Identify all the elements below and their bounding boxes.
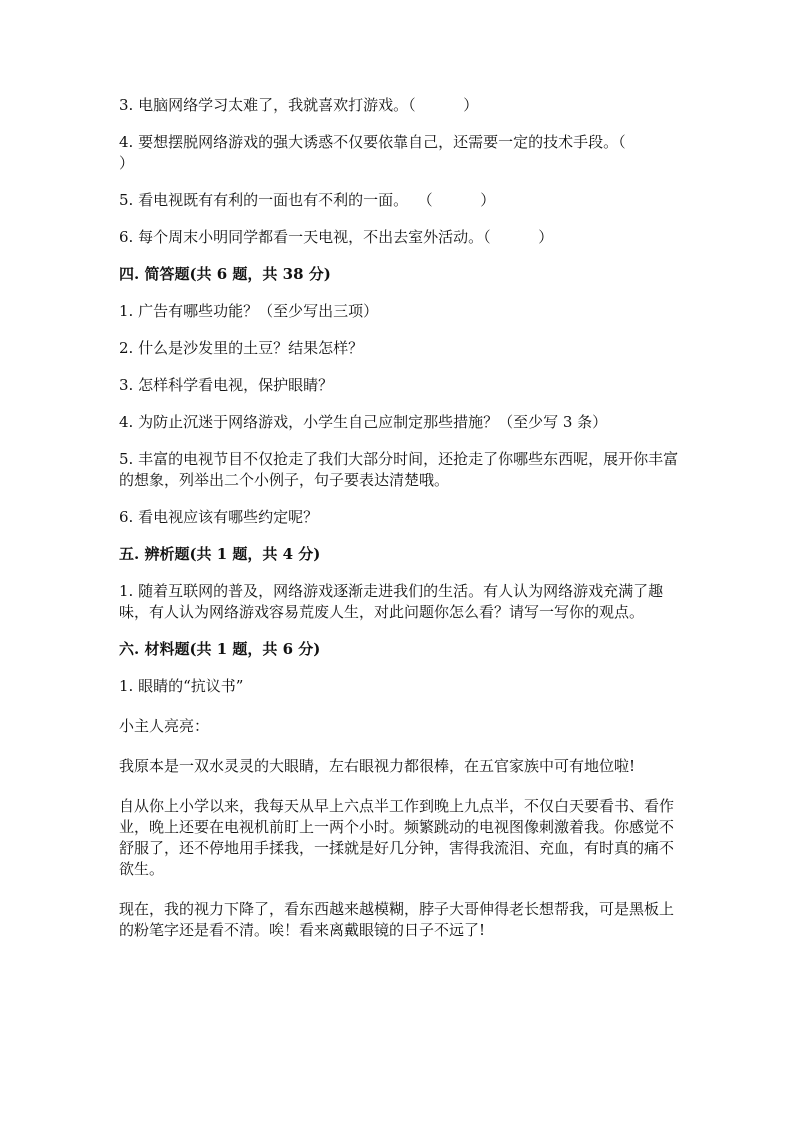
section-heading-short-answer: 四. 简答题(共 6 题，共 38 分) (119, 265, 331, 283)
exam-page (119, 95, 679, 941)
material-question-title: 1. 眼睛的“抗议书” (119, 677, 244, 695)
letter-paragraph-3: 现在，我的视力下降了，看东西越来越模糊，脖子大哥伸得老长想帮我，可是黑板上的粉笔字还是看不清。唉！看来离戴眼镜的日子不远了! (119, 900, 675, 939)
judge-question-6: 6. 每个周末小明同学都看一天电视，不出去室外活动。（ ） (119, 228, 554, 246)
short-answer-question-6: 6. 看电视应该有哪些约定呢？ (119, 508, 319, 526)
short-answer-question-2: 2. 什么是沙发里的土豆？结果怎样？ (119, 339, 364, 357)
short-answer-question-4: 4. 为防止沉迷于网络游戏，小学生自己应制定那些措施？（至少写 3 条） (119, 413, 608, 431)
short-answer-question-3: 3. 怎样科学看电视，保护眼睛？ (119, 376, 334, 394)
section-heading-material: 六. 材料题(共 1 题，共 6 分) (119, 640, 321, 658)
judge-question-5: 5. 看电视既有有利的一面也有不利的一面。 （ ） (119, 191, 496, 209)
letter-paragraph-2: 自从你上小学以来，我每天从早上六点半工作到晚上九点半，不仅白天要看书、看作业，晚上还要在电视机前盯上一两个小时。频繁跳动的电视图像刺激着我。你感觉不舒服了，还不停地用手揉我，一揉就是好几分钟，害得我流泪、充血，有时真的痛不欲生。 (119, 797, 675, 878)
letter-salutation: 小主人亮亮： (119, 717, 210, 735)
letter-paragraph-1: 我原本是一双水灵灵的大眼睛，左右眼视力都很棒，在五官家族中可有地位啦! (119, 757, 636, 775)
short-answer-question-5: 5. 丰富的电视节目不仅抢走了我们大部分时间，还抢走了你哪些东西呢，展开你丰富的想象，列举出二个小例子，句子要表达清楚哦。 (119, 450, 679, 489)
judge-question-3: 3. 电脑网络学习太难了，我就喜欢打游戏。（ ） (119, 96, 479, 114)
short-answer-question-1: 1. 广告有哪些功能？（至少写出三项） (119, 302, 379, 320)
judge-question-4: 4. 要想摆脱网络游戏的强大诱惑不仅要依靠自己，还需要一定的技术手段。（ ） (119, 133, 674, 172)
analysis-question-1: 1. 随着互联网的普及，网络游戏逐渐走进我们的生活。有人认为网络游戏充满了趣味，有人认为网络游戏容易荒废人生，对此问题你怎么看？请写一写你的观点。 (119, 582, 664, 621)
section-heading-analysis: 五. 辨析题(共 1 题，共 4 分) (119, 545, 321, 563)
